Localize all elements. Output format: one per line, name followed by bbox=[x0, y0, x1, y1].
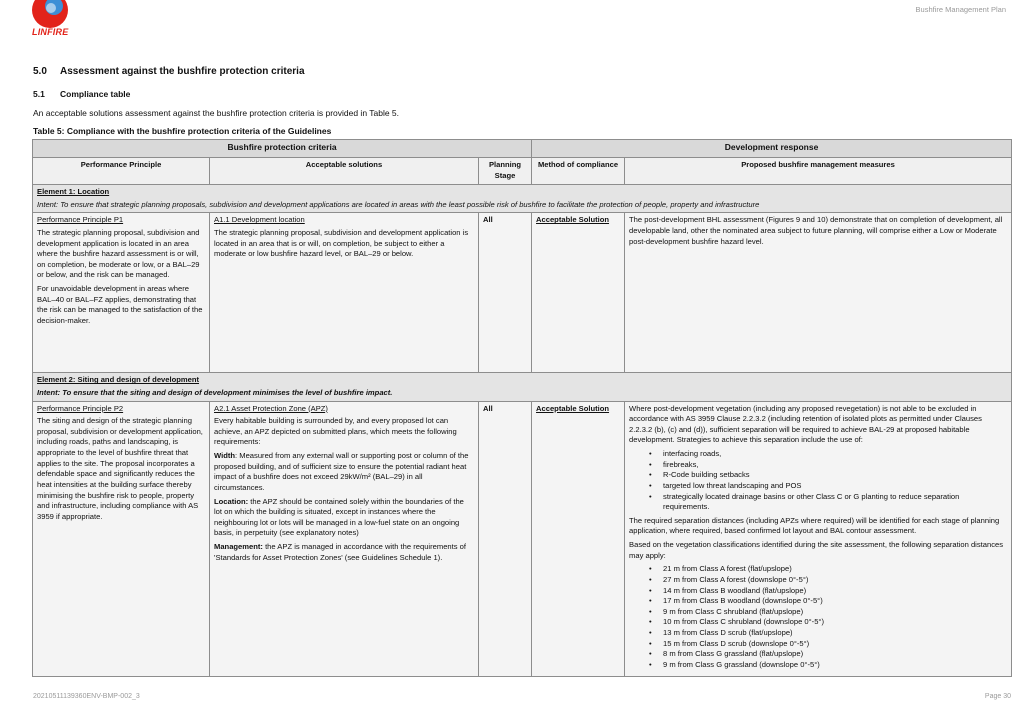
group-header-response: Development response bbox=[532, 140, 1012, 158]
list-item: • 8 m from Class G grassland (flat/upslope) bbox=[649, 649, 1007, 660]
document-title: Bushfire Management Plan bbox=[915, 5, 1006, 14]
list-item: • firebreaks, bbox=[649, 460, 1007, 471]
list-item: • 14 m from Class B woodland (flat/upslope) bbox=[649, 586, 1007, 597]
subsection-title: Compliance table bbox=[60, 89, 131, 99]
section-heading bbox=[33, 66, 305, 77]
element-2-row bbox=[33, 401, 1012, 676]
element-1-principle-text: The strategic planning proposal, subdivision and development application is located in an area where the bushfire hazard assessment is or will, on completion, be moderate or low, or a BAL–29 or below, and the risk can be managed. bbox=[37, 227, 200, 280]
location-text: the APZ should be contained solely within the boundaries of the lot on which the building is situated, except in instances where the neighbouring lot or lots will be managed in a low-fuel state on an ongoing basis, in perpetuity (see explanatory notes) bbox=[214, 496, 464, 538]
column-header-method: Method of compliance bbox=[532, 158, 625, 185]
table-group-header-row bbox=[33, 140, 1012, 158]
element-1-principle-text-2: For unavoidable development in areas where BAL–40 or BAL–FZ applies, demonstrating that the risk can be managed to the satisfaction of the decision-maker. bbox=[37, 284, 203, 325]
list-item: • 21 m from Class A forest (flat/upslope) bbox=[649, 564, 1007, 575]
element-1-measures-cell bbox=[625, 213, 1012, 373]
list-item: • strategically located drainage basins or other Class C or G planting to reduce separation requirements. bbox=[649, 492, 1007, 513]
element-2-solution-cell bbox=[210, 401, 479, 676]
element-1-row bbox=[33, 213, 1012, 373]
location-label: Location: bbox=[214, 496, 249, 506]
element-2-method: Acceptable Solution bbox=[532, 401, 625, 676]
intro-paragraph: An acceptable solutions assessment against the bushfire protection criteria is provided in Table 5. bbox=[33, 108, 400, 118]
element-1-header-row bbox=[33, 185, 1012, 213]
element-2-header-row bbox=[33, 373, 1012, 401]
element-1-principle-title: Performance Principle P1 bbox=[37, 215, 124, 225]
element-2-location-para bbox=[214, 497, 474, 540]
subsection-number: 5.1 bbox=[33, 89, 45, 99]
element-2-solution-title: A2.1 Asset Protection Zone (APZ) bbox=[214, 403, 328, 413]
element-2-principle-text: The siting and design of the strategic planning proposal, subdivision or development application, including roads, paths and landscaping, is appropriate to the level of bushfire threat that applies to the site. The proposal incorporates a defendable space and significantly reduces the heat intensities at the building surface thereby minimising the bushfire risk to people, property and infrastructure, including compliance with AS 3959 if appropriate. bbox=[37, 416, 203, 521]
management-text: the APZ is managed in accordance with the requirements of 'Standards for Asset Protection Zones' (see Guidelines Schedule 1). bbox=[214, 542, 466, 562]
element-1-solution-text: The strategic planning proposal, subdivision and development application is located in an area that is or will, on completion, be subject to either a moderate or low bushfire hazard level, or BAL–29 or below. bbox=[214, 227, 469, 259]
list-item: • interfacing roads, bbox=[649, 449, 1007, 460]
distances-list bbox=[649, 564, 1007, 670]
element-2-measures-text-2: The required separation distances (including APZs where required) will be identified for each stage of planning application, where required, based confirmed lot layout and BAL contour assessment. bbox=[629, 515, 1000, 536]
column-header-stage: Planning Stage bbox=[479, 158, 532, 185]
table-caption: Table 5: Compliance with the bushfire protection criteria of the Guidelines bbox=[33, 126, 332, 136]
list-item: • targeted low threat landscaping and POS bbox=[649, 481, 1007, 492]
list-item: • 9 m from Class C shrubland (flat/upslope) bbox=[649, 607, 1007, 618]
width-text: : Measured from any external wall or supporting post or column of the proposed building, and of sufficient size to ensure the potential radiant heat impact of a bushfire does not exceed 29kW/m² (BAL–29) in all circumstances. bbox=[214, 451, 469, 492]
element-1-title: Element 1: Location bbox=[37, 187, 110, 196]
width-label: Width bbox=[214, 451, 236, 460]
element-2-intent: Intent: To ensure that the siting and design of development minimises the level of bushfire impact. bbox=[37, 387, 393, 397]
element-1-method: Acceptable Solution bbox=[532, 213, 625, 373]
element-1-measures-text: The post-development BHL assessment (Figures 9 and 10) demonstrate that on completion of development, all developable land, other the nominated area subject to future planning, will comprise either a Low or Moderate post-development bushfire hazard level. bbox=[629, 215, 1003, 246]
element-2-measures-text-3: Based on the vegetation classifications identified during the site assessment, the following separation distances may apply: bbox=[629, 540, 1004, 560]
element-2-width-para bbox=[214, 451, 474, 494]
page-number: Page 30 bbox=[984, 693, 1011, 700]
element-1-solution-title: A1.1 Development location bbox=[214, 215, 305, 225]
element-1-stage: All bbox=[479, 213, 532, 373]
element-2-measures-cell bbox=[625, 401, 1012, 676]
list-item: • 10 m from Class C shrubland (downslope 0°-5°) bbox=[649, 617, 1007, 628]
element-2-header bbox=[33, 373, 1012, 401]
element-1-solution-cell bbox=[210, 213, 479, 373]
list-item: • R-Code building setbacks bbox=[649, 470, 1007, 481]
column-header-principle: Performance Principle bbox=[33, 158, 210, 185]
element-2-management-para bbox=[214, 542, 474, 563]
element-2-principle-cell bbox=[33, 401, 210, 676]
column-header-measures: Proposed bushfire management measures bbox=[625, 158, 1012, 185]
list-item: • 27 m from Class A forest (downslope 0°-5°) bbox=[649, 575, 1007, 586]
element-2-stage: All bbox=[479, 401, 532, 676]
element-1-principle-cell bbox=[33, 213, 210, 373]
strategies-list bbox=[649, 449, 1007, 513]
subsection-heading bbox=[33, 89, 130, 99]
list-item: • 9 m from Class G grassland (downslope 0°-5°) bbox=[649, 660, 1007, 671]
element-2-solution-text: Every habitable building is surrounded by, and every proposed lot can achieve, an APZ depicted on submitted plans, which meets the following requirements: bbox=[214, 416, 457, 447]
list-item: • 15 m from Class D scrub (downslope 0°-5°) bbox=[649, 639, 1007, 650]
column-header-solutions: Acceptable solutions bbox=[210, 158, 479, 185]
element-1-header bbox=[33, 185, 1012, 213]
section-number: 5.0 bbox=[33, 66, 47, 77]
list-item: • 13 m from Class D scrub (flat/upslope) bbox=[649, 628, 1007, 639]
document-reference: 20210511139360ENV-BMP-002_3 bbox=[33, 693, 140, 700]
element-2-title: Element 2: Siting and design of development bbox=[37, 375, 200, 385]
list-item: • 17 m from Class B woodland (downslope 0°-5°) bbox=[649, 596, 1007, 607]
table-column-header-row bbox=[33, 158, 1012, 185]
element-1-intent: Intent: To ensure that strategic planning proposals, subdivision and development applications are located in areas with the least possible risk of bushfire to facilitate the protection of people, property and infrastructure bbox=[37, 199, 760, 209]
section-title: Assessment against the bushfire protection criteria bbox=[60, 66, 305, 77]
element-2-measures-text: Where post-development vegetation (including any proposed revegetation) is not able to be excluded in accordance with AS 3959 Clause 2.2.3.2 (including retention of isolated plots as permitted under Clauses 2.2.3.2 (b), (c) and (d)), sufficient separation will be required to achieve BAL-29 at proposed habitable development. Strategies to achieve this separation include the use of: bbox=[629, 403, 982, 445]
compliance-table bbox=[32, 139, 1012, 677]
element-2-principle-title: Performance Principle P2 bbox=[37, 403, 124, 413]
group-header-criteria: Bushfire protection criteria bbox=[33, 140, 532, 158]
management-label: Management: bbox=[214, 542, 263, 551]
brand-name: LINFIRE bbox=[32, 27, 69, 37]
